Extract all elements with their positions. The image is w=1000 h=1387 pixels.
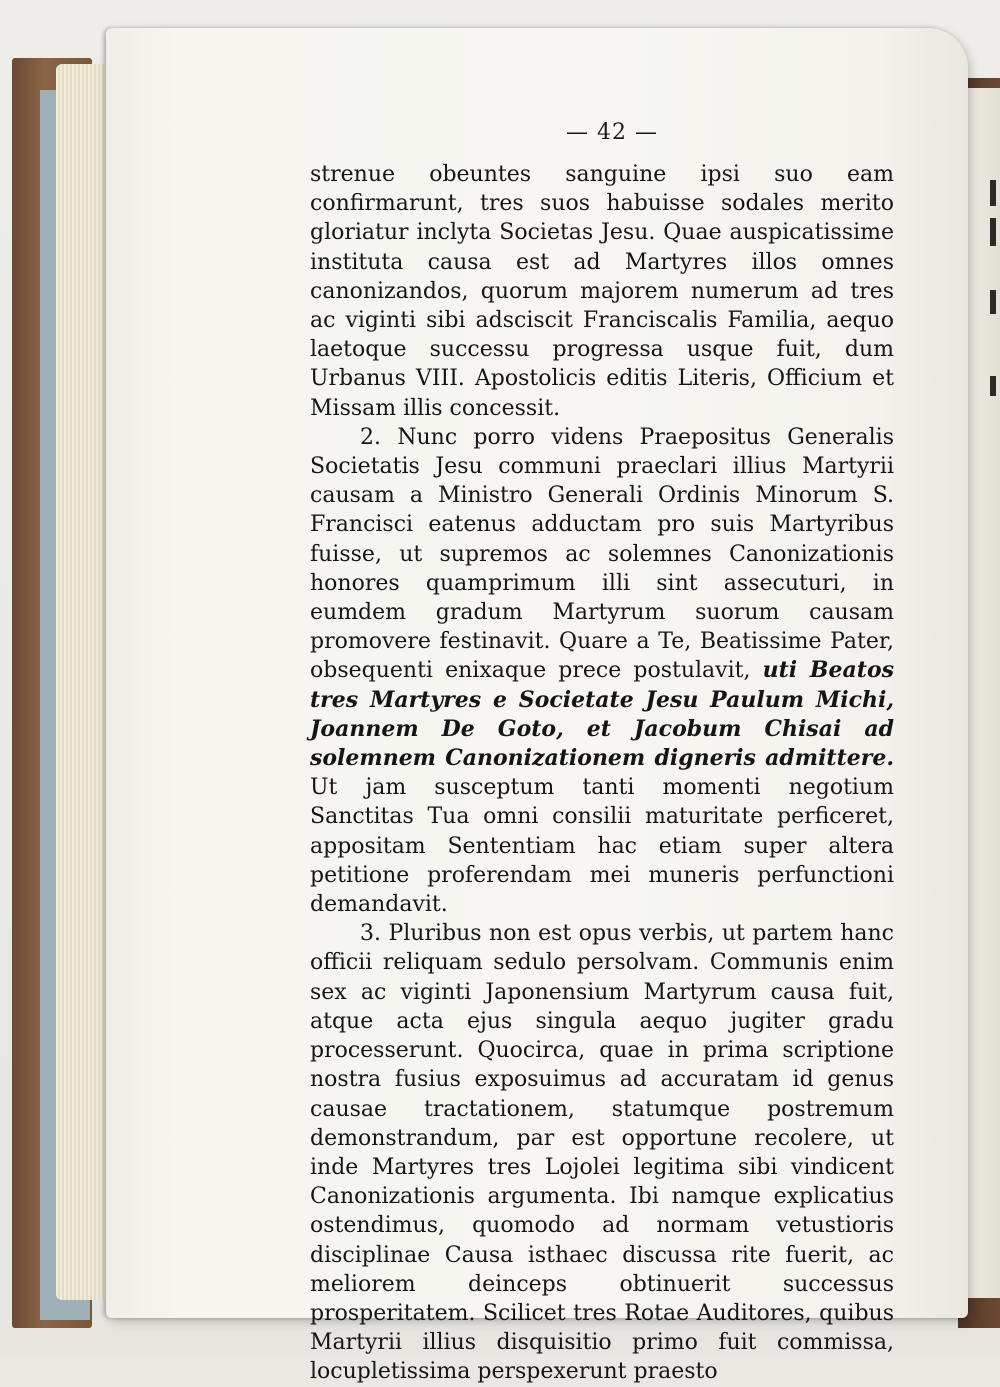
- paragraph-1: strenue obeuntes sanguine ipsi suo eam confirmarunt, tres suos habuisse sodales merito gloriatur inclyta Societas Jesu. Quae auspicatissime instituta causa est ad Martyres illos omnes canonizandos, quorum majorem numerum ad tres ac viginti sibi adsciscit Franciscalis Familia, aequo laetoque successu progressa usque fuit, dum Urbanus VIII. Apostolicis editis Literis, Officium et Missam illis concessit.: [310, 162, 894, 421]
- paragraph-3: 3. Pluribus non est opus verbis, ut partem hanc officii reliquam sedulo persolvam. Communis enim sex ac viginti Japonensium Martyrum causa fuit, atque acta ejus singula aequo jugiter gradu processerunt. Quocirca, quae in prima scriptione nostra fusius exposuimus ad accuratam id genus causae tractationem, statumque postremum demonstrandum, par est opportune recolere, ut inde Martyres tres Lojolei legitima sibi vindicent Canonizationis argumenta. Ibi namque explicatius ostendimus, quomodo ad normam vetustioris disciplinae Causa isthaec discussa rite fuerit, ac meliorem deinceps obtinuerit successus prosperitatem. Scilicet tres Rotae Auditores, quibus Martyrii illius disquisitio primo fuit commissa, locupletissima perspexerunt praesto: [310, 921, 894, 1385]
- facing-page-text-fragment: [990, 180, 1000, 420]
- body-text: [310, 160, 894, 1387]
- paragraph-2: [310, 423, 894, 919]
- paragraph-2-start: 2. Nunc porro videns Praepositus Generalis Societatis Jesu communi praeclari illius Martyrii causam a Ministro Generali Ordinis Minorum S. Francisci eatenus adductam pro suis Martyribus fuisse, ut supremos ac solemnes Canonizationis honores quamprimum illi sint assecuturi, in eumdem gradum Martyrum suorum causam promovere festinavit. Quare a Te, Beatissime Pater, obsequenti enixaque prece postulavit,: [310, 424, 894, 684]
- paragraph-2-italic-petition: uti Beatos tres Martyres e Societate Jesu Paulum Michi, Joannem De Goto, et Jacobum Chisai ad solemnem Canonizationem digneris admittere.: [310, 657, 895, 772]
- page-number: — 42 —: [566, 120, 658, 145]
- paragraph-2-end: Ut jam susceptum tanti momenti negotium Sanctitas Tua omni consilii maturitate perficeret, appositam Sententiam hac etiam super altera petitione proferendam mei muneris perfunctioni demandavit.: [310, 775, 894, 918]
